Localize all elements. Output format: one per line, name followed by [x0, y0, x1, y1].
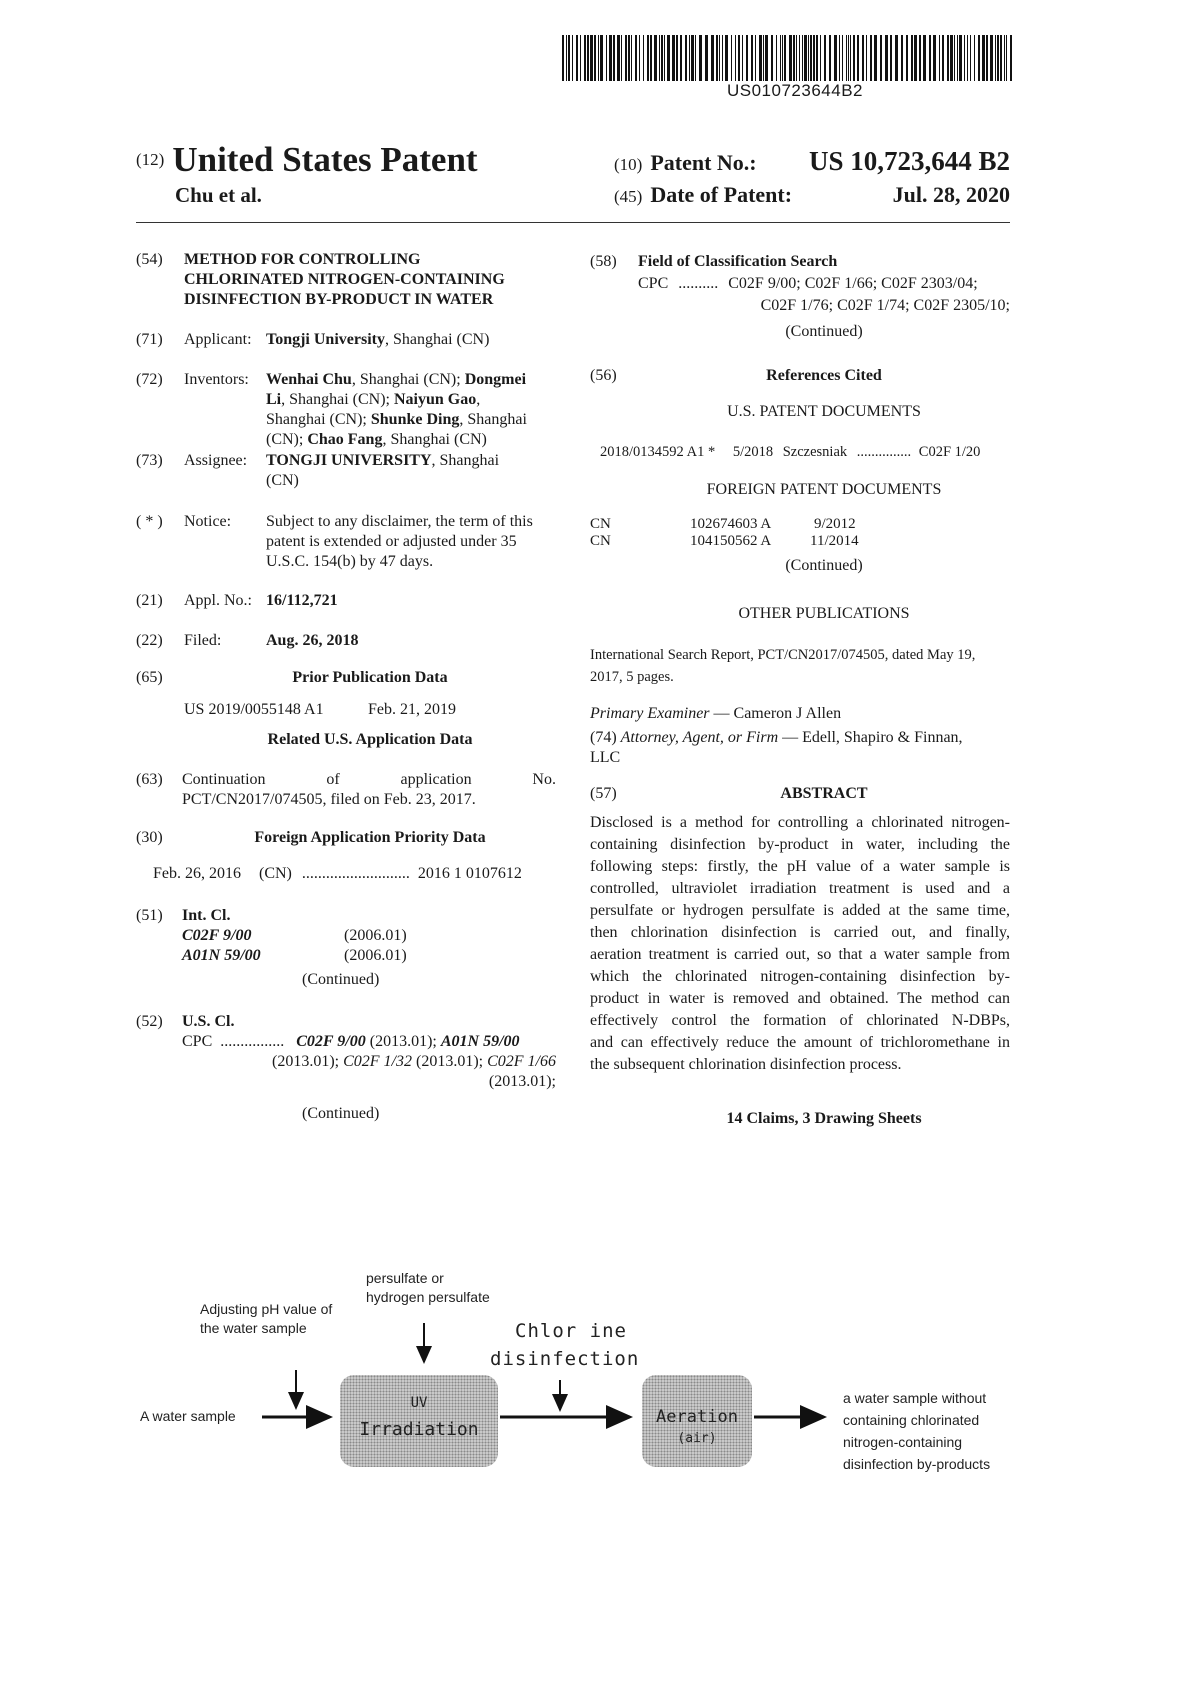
- inventor-location: , Shanghai (CN);: [351, 371, 465, 388]
- barcode-bar: [590, 35, 593, 81]
- foreign-reference-row: [590, 516, 1010, 533]
- barcode-bar: [661, 35, 663, 81]
- applicant-label: Applicant:: [184, 331, 252, 348]
- ph-adjust-label: [200, 1300, 332, 1338]
- barcode-bar: [621, 35, 622, 81]
- continuation-detail: PCT/CN2017/074505, filed on Feb. 23, 2017.: [182, 791, 476, 808]
- barcode-bar: [914, 35, 917, 81]
- barcode-bar: [982, 35, 985, 81]
- output-line: nitrogen-containing: [843, 1434, 963, 1450]
- barcode-bar: [613, 35, 615, 81]
- continued-note: (Continued): [302, 971, 380, 988]
- barcode-bar: [568, 35, 570, 81]
- inventor-name: Wenhai Chu: [266, 371, 352, 388]
- field-code: (65): [136, 669, 163, 686]
- title-line: DISINFECTION BY-PRODUCT IN WATER: [184, 291, 494, 308]
- barcode: [562, 35, 1012, 81]
- barcode-bar: [820, 35, 821, 81]
- classification-codes: C02F 9/00; C02F 1/66; C02F 2303/04;: [728, 275, 978, 292]
- inventor-name: Shunke Ding: [370, 411, 460, 428]
- cpc-version: (2013.01);: [272, 1053, 344, 1070]
- persulfate-line: hydrogen persulfate: [366, 1289, 490, 1305]
- dash: —: [709, 705, 734, 722]
- barcode-bar: [576, 35, 578, 81]
- examiner-label: Primary Examiner: [590, 705, 710, 722]
- title-line: METHOD FOR CONTROLLING: [184, 251, 421, 268]
- foreign-number: 102674603 A: [690, 516, 772, 532]
- int-cl-code: C02F 9/00: [182, 927, 252, 944]
- inventor-location: , Shanghai (CN): [382, 431, 487, 448]
- barcode-bar: [763, 35, 764, 81]
- priority-heading: Foreign Application Priority Data: [254, 829, 486, 846]
- barcode-bar: [911, 35, 913, 81]
- field-code: (22): [136, 632, 163, 649]
- field-code: (10): [614, 155, 643, 174]
- us-patent-docs-heading: U.S. PATENT DOCUMENTS: [727, 403, 921, 420]
- inventor-location: , Shanghai: [459, 411, 527, 428]
- abstract-line: controlled, ultraviolet irradiation treatment is used and a: [590, 880, 1010, 897]
- barcode-bar: [667, 35, 670, 81]
- appl-no-label: Appl. No.:: [184, 592, 252, 609]
- barcode-bar: [746, 35, 748, 81]
- continuation-word: No.: [532, 771, 556, 788]
- inventor-location: Shanghai (CN);: [266, 411, 371, 428]
- continuation-word: Continuation: [182, 771, 266, 788]
- barcode-bar: [995, 35, 996, 81]
- irradiation-label: Irradiation: [359, 1419, 479, 1440]
- priority-country: (CN): [259, 865, 292, 882]
- barcode-bar: [816, 35, 818, 81]
- references-heading: References Cited: [766, 367, 882, 384]
- field-code: (56): [590, 367, 617, 384]
- filed-label: Filed:: [184, 632, 222, 649]
- barcode-bar: [562, 35, 564, 81]
- barcode-bar: [628, 35, 630, 81]
- barcode-bar: [906, 35, 908, 81]
- field-code: (74): [590, 729, 617, 746]
- barcode-bar: [771, 35, 773, 81]
- barcode-bar: [850, 35, 851, 81]
- barcode-bar: [672, 35, 675, 81]
- barcode-bar: [1006, 35, 1007, 81]
- barcode-bar: [609, 35, 612, 81]
- examiner-name: Cameron J Allen: [733, 705, 842, 722]
- attorney-name: LLC: [590, 749, 621, 766]
- barcode-bar: [834, 35, 837, 81]
- inventor-name: Chao Fang: [307, 431, 383, 448]
- barcode-bar: [635, 35, 637, 81]
- cpc-code: A01N 59/00: [440, 1033, 520, 1050]
- barcode-bar: [689, 35, 690, 81]
- field-code: (30): [136, 829, 163, 846]
- barcode-bar: [804, 35, 807, 81]
- barcode-bar: [957, 35, 958, 81]
- us-reference-date: 5/2018: [732, 444, 774, 460]
- continued-note: (Continued): [302, 1105, 380, 1122]
- leader-dots: ..........: [678, 275, 719, 292]
- barcode-bar: [742, 35, 743, 81]
- continued-note: (Continued): [785, 557, 863, 574]
- chlorine-label: Chlor ine: [515, 1320, 627, 1342]
- barcode-bar: [765, 35, 768, 81]
- cpc-version: (2013.01);: [412, 1053, 488, 1070]
- prior-pub-date: Feb. 21, 2019: [368, 701, 456, 718]
- barcode-bar: [572, 35, 573, 81]
- patent-number-row: [614, 146, 1010, 176]
- us-reference-name: Szczesniak: [782, 444, 848, 460]
- barcode-bar: [866, 35, 867, 81]
- barcode-bar: [735, 35, 736, 81]
- output-line: a water sample without: [843, 1390, 987, 1406]
- barcode-bar: [725, 35, 728, 81]
- barcode-bar: [1010, 35, 1012, 81]
- prior-pub-number: US 2019/0055148 A1: [184, 701, 324, 718]
- barcode-bar: [587, 35, 589, 81]
- inventors-line: [266, 370, 556, 390]
- inventor-name: Li: [266, 391, 282, 408]
- header-divider: [136, 222, 1010, 223]
- barcode-bar: [974, 35, 975, 81]
- applicant-location: , Shanghai (CN): [384, 331, 490, 348]
- foreign-date: 11/2014: [810, 533, 859, 549]
- barcode-bar: [802, 35, 803, 81]
- abstract-line: the subsequent chlorination disinfection process.: [590, 1056, 902, 1073]
- barcode-bar: [695, 35, 696, 81]
- inventors-line: [266, 430, 556, 450]
- abstract-line: and can effectively reduce the amount of trichloromethane in: [590, 1034, 1010, 1051]
- barcode-bar: [606, 35, 607, 81]
- abstract-line: persulfate or hydrogen persulfate is added at the same time,: [590, 902, 1010, 919]
- barcode-bar: [780, 35, 781, 81]
- barcode-bar: [848, 35, 849, 81]
- inventors-line: [266, 410, 556, 430]
- title-line: CHLORINATED NITROGEN-CONTAINING: [184, 271, 505, 288]
- field-code: ( * ): [136, 513, 163, 530]
- notice-line: U.S.C. 154(b) by 47 days.: [266, 553, 434, 570]
- leader-dots: ................: [220, 1033, 285, 1050]
- barcode-bar: [895, 35, 898, 81]
- patent-title-heading: United States Patent: [172, 140, 478, 179]
- claims-summary: 14 Claims, 3 Drawing Sheets: [726, 1110, 922, 1127]
- patent-date: Jul. 28, 2020: [892, 182, 1010, 207]
- ph-adjust-line: the water sample: [200, 1320, 307, 1336]
- barcode-bar: [829, 35, 831, 81]
- foreign-reference-row: [590, 533, 1010, 550]
- barcode-bar: [978, 35, 980, 81]
- barcode-bar: [970, 35, 971, 81]
- barcode-bar: [942, 35, 944, 81]
- barcode-bar: [997, 35, 999, 81]
- attorney-agent: [590, 728, 1010, 768]
- barcode-bar: [738, 35, 740, 81]
- priority-entry: [153, 864, 556, 884]
- barcode-bar: [580, 35, 581, 81]
- assignee-name: TONGJI UNIVERSITY: [266, 452, 432, 469]
- patent-date-label: Date of Patent:: [650, 182, 793, 207]
- abstract-line: which the chlorinated nitrogen-containing disinfection by-: [590, 968, 1010, 985]
- persulfate-line: persulfate or: [366, 1270, 444, 1286]
- barcode-bar: [691, 35, 694, 81]
- barcode-bar: [862, 35, 864, 81]
- output-line: disinfection by-products: [843, 1456, 991, 1472]
- barcode-bar: [880, 35, 882, 81]
- aeration-label: Aeration: [656, 1407, 738, 1427]
- cpc-code: C02F 1/66: [487, 1053, 556, 1070]
- barcode-bar: [846, 35, 847, 81]
- barcode-bar: [959, 35, 962, 81]
- barcode-bar: [600, 35, 603, 81]
- us-reference-row: [600, 442, 1010, 462]
- assignee-label: Assignee:: [184, 452, 248, 469]
- output-label: [843, 1387, 990, 1475]
- barcode-bar: [776, 35, 777, 81]
- cpc-code: C02F 1/32: [343, 1053, 412, 1070]
- field-code: (52): [136, 1013, 163, 1030]
- leader-dots: ...........................: [301, 865, 410, 882]
- field-54-title: [136, 250, 556, 320]
- leader-dots: ...............: [856, 444, 912, 460]
- barcode-bar: [923, 35, 926, 81]
- barcode-bar: [857, 35, 859, 81]
- abstract-line: then chlorination disinfection is carried out, and finally,: [590, 924, 1010, 941]
- cpc-version: (2013.01);: [488, 1073, 556, 1090]
- patent-type: [136, 140, 478, 180]
- inventors-list: [266, 370, 556, 450]
- barcode-bar: [870, 35, 872, 81]
- primary-examiner: [590, 704, 1010, 724]
- barcode-bar: [598, 35, 599, 81]
- barcode-bar: [705, 35, 708, 81]
- abstract-line: aeration treatment is carried out, so that a water sample from: [590, 946, 1010, 963]
- inventors-short: Chu et al.: [175, 183, 262, 207]
- patent-number: US 10,723,644 B2: [808, 146, 1010, 176]
- assignee-country: (CN): [266, 472, 299, 489]
- continued-note: (Continued): [785, 323, 863, 340]
- barcode-bar: [617, 35, 620, 81]
- field-code: (58): [590, 253, 617, 270]
- inventor-location: , Shanghai (CN);: [281, 391, 394, 408]
- assignee-location: , Shanghai: [431, 452, 500, 469]
- field-code: (72): [136, 371, 163, 388]
- publication-line: International Search Report, PCT/CN2017/074505, dated May 19,: [590, 647, 976, 663]
- barcode-bar: [654, 35, 657, 81]
- priority-date: Feb. 26, 2016: [153, 865, 241, 882]
- abstract-text: [590, 812, 1010, 1076]
- barcode-bar: [566, 35, 567, 81]
- barcode-bar: [950, 35, 953, 81]
- barcode-bar: [685, 35, 687, 81]
- us-cl-label: U.S. Cl.: [182, 1013, 235, 1030]
- other-publications-heading: OTHER PUBLICATIONS: [738, 605, 910, 622]
- inventor-name: Naiyun Gao: [394, 391, 477, 408]
- barcode-bar: [1004, 35, 1005, 81]
- air-label: (air): [677, 1431, 717, 1446]
- barcode-bar: [625, 35, 627, 81]
- barcode-bar: [919, 35, 921, 81]
- attorney-name: Edell, Shapiro & Finnan,: [802, 729, 963, 746]
- barcode-bar: [990, 35, 993, 81]
- publication-line: 2017, 5 pages.: [590, 669, 674, 685]
- abstract-line: product in water is removed and obtained. The method can: [590, 990, 1010, 1007]
- field-code: (71): [136, 331, 163, 348]
- notice-label: Notice:: [184, 513, 232, 530]
- barcode-bar: [808, 35, 809, 81]
- barcode-bar: [967, 35, 968, 81]
- dash: —: [778, 729, 803, 746]
- appl-no-value: 16/112,721: [266, 592, 338, 609]
- barcode-bar: [789, 35, 792, 81]
- patent-date-row: [614, 182, 1010, 208]
- barcode-bar: [639, 35, 640, 81]
- barcode-bar: [751, 35, 753, 81]
- persulfate-label: [366, 1269, 490, 1307]
- barcode-bar: [933, 35, 936, 81]
- aeration-box: [642, 1375, 752, 1467]
- continuation-word: application: [400, 771, 472, 788]
- field-code: (63): [136, 771, 163, 788]
- foreign-country: CN: [590, 516, 611, 532]
- continuation-word: of: [326, 771, 340, 788]
- barcode-bar: [699, 35, 702, 81]
- barcode-bar: [594, 35, 596, 81]
- cpc-code: C02F 9/00: [296, 1033, 366, 1050]
- us-reference-number: 2018/0134592 A1 *: [600, 444, 716, 460]
- barcode-bar: [676, 35, 678, 81]
- barcode-bar: [782, 35, 783, 81]
- abstract-line: Disclosed is a method for controlling a chlorinated nitrogen-: [590, 814, 1010, 831]
- patent-number-label: Patent No.:: [650, 150, 757, 175]
- inventor-name: Dongmei: [464, 371, 527, 388]
- barcode-bar: [853, 35, 855, 81]
- barcode-bar: [929, 35, 931, 81]
- inventor-location: (CN);: [266, 431, 308, 448]
- field-code: (73): [136, 452, 163, 469]
- int-cl-version: (2006.01): [344, 947, 407, 964]
- barcode-bar: [890, 35, 892, 81]
- barcode-bar: [784, 35, 786, 81]
- barcode-bar: [796, 35, 797, 81]
- barcode-bar: [755, 35, 756, 81]
- related-app-heading: Related U.S. Application Data: [267, 731, 473, 748]
- filed-value: Aug. 26, 2018: [266, 632, 359, 649]
- barcode-bar: [711, 35, 714, 81]
- barcode-bar: [874, 35, 877, 81]
- barcode-number: US010723644B2: [726, 81, 863, 100]
- classification-heading: Field of Classification Search: [638, 253, 838, 270]
- abstract-line: containing disinfection by-product in water, including the: [590, 836, 1010, 853]
- applicant-name: Tongji University: [266, 331, 385, 348]
- foreign-patent-docs-heading: FOREIGN PATENT DOCUMENTS: [706, 481, 942, 498]
- abstract-line: following steps: firstly, the pH value of a water sample is: [590, 858, 1010, 875]
- barcode-bar: [680, 35, 682, 81]
- barcode-bar: [813, 35, 815, 81]
- uv-irradiation-box: [340, 1375, 498, 1467]
- field-code: (12): [136, 150, 165, 169]
- notice-line: patent is extended or adjusted under 35: [266, 533, 517, 550]
- barcode-bar: [643, 35, 644, 81]
- barcode-bar: [964, 35, 965, 81]
- flow-arrows: [0, 1250, 1180, 1510]
- field-code: (21): [136, 592, 163, 609]
- abstract-line: effectively control the formation of chlorinated N-DBPs,: [590, 1012, 1010, 1029]
- barcode-bar: [719, 35, 720, 81]
- field-code: (45): [614, 187, 643, 206]
- abstract-heading: ABSTRACT: [780, 785, 868, 802]
- priority-number: 2016 1 0107612: [417, 865, 522, 882]
- barcode-bar: [954, 35, 955, 81]
- barcode-bar: [716, 35, 718, 81]
- barcode-bar: [810, 35, 812, 81]
- foreign-country: CN: [590, 533, 611, 549]
- field-code: (57): [590, 785, 617, 802]
- barcode-bar: [901, 35, 903, 81]
- inventors-line: [266, 390, 556, 410]
- output-line: containing chlorinated: [843, 1412, 980, 1428]
- inventor-location: ,: [476, 391, 481, 408]
- prior-pub-heading: Prior Publication Data: [292, 669, 448, 686]
- classification-codes: C02F 1/76; C02F 1/74; C02F 2305/10;: [760, 297, 1010, 314]
- int-cl-version: (2006.01): [344, 927, 407, 944]
- attorney-label: Attorney, Agent, or Firm: [620, 729, 779, 746]
- inventors-label: Inventors:: [184, 371, 249, 388]
- barcode-bar: [947, 35, 949, 81]
- barcode-bar: [759, 35, 762, 81]
- barcode-bar: [722, 35, 723, 81]
- disinfection-label: disinfection: [490, 1348, 640, 1370]
- barcode-bar: [647, 35, 649, 81]
- uv-label: UV: [410, 1395, 428, 1411]
- barcode-bar: [839, 35, 840, 81]
- foreign-date: 9/2012: [814, 516, 856, 532]
- barcode-bar: [584, 35, 586, 81]
- barcode-bar: [986, 35, 988, 81]
- ph-adjust-line: Adjusting pH value of: [200, 1301, 333, 1317]
- foreign-reference-list: [590, 516, 1010, 550]
- barcode-bar: [824, 35, 826, 81]
- barcode-bar: [664, 35, 665, 81]
- int-cl-code: A01N 59/00: [182, 947, 261, 964]
- barcode-bar: [842, 35, 843, 81]
- cpc-version: (2013.01);: [365, 1033, 441, 1050]
- barcode-bar: [885, 35, 888, 81]
- barcode-bar: [939, 35, 940, 81]
- other-publications: [590, 644, 1010, 688]
- water-sample-label: A water sample: [140, 1408, 236, 1424]
- barcode-bar: [650, 35, 652, 81]
- us-reference-class: C02F 1/20: [918, 444, 981, 460]
- barcode-bar: [793, 35, 795, 81]
- field-code: (51): [136, 907, 163, 924]
- barcode-bar: [631, 35, 632, 81]
- cpc-label: CPC: [638, 275, 669, 292]
- notice-line: Subject to any disclaimer, the term of this: [266, 513, 533, 530]
- cpc-label: CPC: [182, 1033, 213, 1050]
- int-cl-label: Int. Cl.: [182, 907, 231, 924]
- barcode-bar: [1000, 35, 1002, 81]
- barcode-bar: [659, 35, 660, 81]
- barcode-bar: [731, 35, 732, 81]
- field-code: (54): [136, 251, 163, 268]
- process-flow-figure: [0, 1250, 1180, 1510]
- foreign-number: 104150562 A: [690, 533, 772, 549]
- barcode-bar: [799, 35, 800, 81]
